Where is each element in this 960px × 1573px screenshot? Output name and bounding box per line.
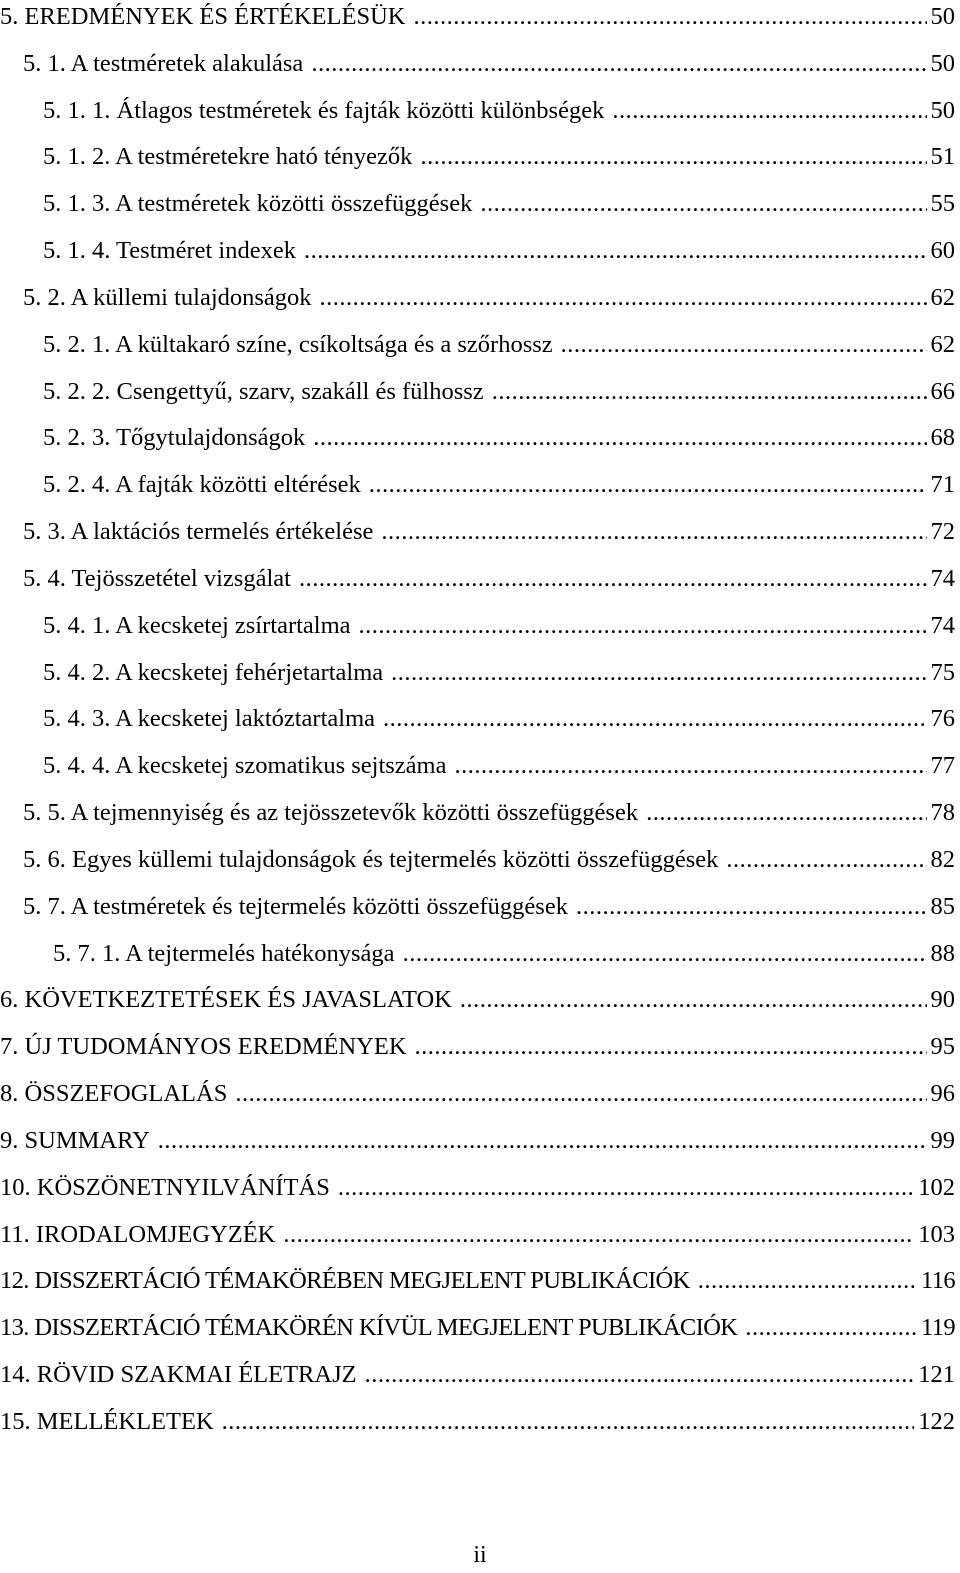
toc-entry[interactable] bbox=[23, 796, 955, 830]
toc-entry-page: 77 bbox=[930, 752, 955, 779]
toc-leader-dots bbox=[413, 0, 926, 34]
toc-entry-title: 5. 2. 1. A kültakaró színe, csíkoltsága és a szőrhossz bbox=[43, 331, 553, 358]
toc-entry-title: 5. 6. Egyes küllemi tulajdonságok és tejtermelés közötti összefüggések bbox=[23, 846, 719, 873]
toc-entry-title: 8. ÖSSZEFOGLALÁS bbox=[0, 1080, 228, 1107]
toc-entry[interactable] bbox=[43, 421, 955, 455]
toc-entry-title: 5. 2. 4. A fajták közötti eltérések bbox=[43, 471, 361, 498]
toc-entry[interactable] bbox=[43, 468, 955, 502]
toc-leader-dots bbox=[454, 749, 926, 783]
toc-leader-dots bbox=[698, 1264, 917, 1298]
toc-entry-page: 78 bbox=[930, 799, 955, 826]
toc-entry-page: 103 bbox=[918, 1221, 955, 1248]
toc-leader-dots bbox=[338, 1171, 914, 1205]
toc-entry-title: 14. RÖVID SZAKMAI ÉLETRAJZ bbox=[0, 1361, 357, 1388]
toc-entry[interactable] bbox=[43, 328, 955, 362]
toc-entry-title: 5. 1. A testméretek alakulása bbox=[23, 50, 304, 77]
toc-entry[interactable] bbox=[43, 140, 955, 174]
toc-entry-page: 119 bbox=[920, 1314, 955, 1341]
toc-leader-dots bbox=[313, 421, 926, 455]
toc-leader-dots bbox=[612, 94, 926, 128]
toc-leader-dots bbox=[222, 1405, 915, 1439]
toc-entry[interactable] bbox=[23, 843, 955, 877]
toc-leader-dots bbox=[576, 890, 927, 924]
toc-entry-page: 71 bbox=[930, 471, 955, 498]
toc-entry-page: 68 bbox=[930, 424, 955, 451]
toc-entry[interactable] bbox=[43, 656, 955, 690]
toc-leader-dots bbox=[383, 702, 926, 736]
toc-entry[interactable] bbox=[0, 0, 955, 34]
toc-entry-title: 5. 7. 1. A tejtermelés hatékonysága bbox=[53, 940, 395, 967]
toc-entry[interactable] bbox=[23, 281, 955, 315]
toc-entry-title: 5. EREDMÉNYEK ÉS ÉRTÉKELÉSÜK bbox=[0, 3, 406, 30]
toc-leader-dots bbox=[235, 1077, 926, 1111]
toc-leader-dots bbox=[304, 234, 927, 268]
toc-entry-title: 5. 4. 3. A kecsketej laktóztartalma bbox=[43, 705, 376, 732]
toc-leader-dots bbox=[369, 468, 927, 502]
toc-entry-page: 62 bbox=[930, 331, 955, 358]
toc-entry-page: 122 bbox=[918, 1408, 955, 1435]
toc-entry-title: 5. 2. A küllemi tulajdonságok bbox=[23, 284, 312, 311]
toc-entry-title: 10. KÖSZÖNETNYILVÁNÍTÁS bbox=[0, 1174, 330, 1201]
toc-entry-page: 62 bbox=[930, 284, 955, 311]
toc-entry-title: 7. ÚJ TUDOMÁNYOS EREDMÉNYEK bbox=[0, 1033, 407, 1060]
toc-entry-title: 5. 3. A laktációs termelés értékelése bbox=[23, 518, 374, 545]
toc-leader-dots bbox=[391, 656, 926, 690]
toc-leader-dots bbox=[381, 515, 926, 549]
toc-leader-dots bbox=[745, 1311, 917, 1345]
toc-entry[interactable] bbox=[43, 609, 955, 643]
toc-leader-dots bbox=[646, 796, 926, 830]
toc-entry-page: 102 bbox=[918, 1174, 955, 1201]
toc-entry-page: 76 bbox=[930, 705, 955, 732]
toc-entry-title: 5. 4. 1. A kecsketej zsírtartalma bbox=[43, 612, 351, 639]
toc-entry-page: 99 bbox=[930, 1127, 955, 1154]
toc-entry-page: 121 bbox=[918, 1361, 955, 1388]
toc-entry-title: 5. 1. 2. A testméretekre ható tényezők bbox=[43, 143, 413, 170]
toc-entry-page: 50 bbox=[930, 97, 955, 124]
toc-entry[interactable] bbox=[0, 1218, 955, 1252]
toc-entry-page: 82 bbox=[930, 846, 955, 873]
toc-entry[interactable] bbox=[43, 187, 955, 221]
toc-leader-dots bbox=[283, 1218, 914, 1252]
toc-entry[interactable] bbox=[23, 562, 955, 596]
toc-entry-title: 5. 1. 3. A testméretek közötti összefüggések bbox=[43, 190, 473, 217]
toc-leader-dots bbox=[158, 1124, 927, 1158]
toc-entry[interactable] bbox=[0, 1264, 955, 1298]
toc-entry[interactable] bbox=[23, 47, 955, 81]
toc-entry[interactable] bbox=[53, 937, 955, 971]
toc-entry-page: 85 bbox=[930, 893, 955, 920]
toc-entry[interactable] bbox=[0, 1405, 955, 1439]
toc-entry-page: 74 bbox=[930, 612, 955, 639]
toc-entry[interactable] bbox=[23, 515, 955, 549]
toc-entry-page: 60 bbox=[930, 237, 955, 264]
toc-entry-title: 6. KÖVETKEZTETÉSEK ÉS JAVASLATOK bbox=[0, 986, 452, 1013]
toc-entry-page: 66 bbox=[930, 378, 955, 405]
toc-leader-dots bbox=[480, 187, 926, 221]
toc-leader-dots bbox=[359, 609, 927, 643]
toc-leader-dots bbox=[311, 47, 926, 81]
page-number: ii bbox=[473, 1542, 487, 1568]
toc-leader-dots bbox=[420, 140, 926, 174]
toc-entry-title: 5. 4. 4. A kecsketej szomatikus sejtszáma bbox=[43, 752, 447, 779]
toc-entry-title: 9. SUMMARY bbox=[0, 1127, 150, 1154]
toc-leader-dots bbox=[365, 1358, 915, 1392]
toc-entry[interactable] bbox=[43, 94, 955, 128]
toc-entry-page: 90 bbox=[930, 986, 955, 1013]
toc-entry[interactable] bbox=[0, 983, 955, 1017]
toc-entry-title: 5. 2. 2. Csengettyű, szarv, szakáll és fülhossz bbox=[43, 378, 484, 405]
toc-entry[interactable] bbox=[0, 1311, 955, 1345]
toc-entry-title: 11. IRODALOMJEGYZÉK bbox=[0, 1221, 276, 1248]
toc-entry[interactable] bbox=[23, 890, 955, 924]
toc-leader-dots bbox=[320, 281, 927, 315]
toc-entry-page: 88 bbox=[930, 940, 955, 967]
toc-entry-page: 51 bbox=[930, 143, 955, 170]
toc-entry-page: 95 bbox=[930, 1033, 955, 1060]
toc-entry-page: 74 bbox=[930, 565, 955, 592]
toc-entry-title: 5. 1. 4. Testméret indexek bbox=[43, 237, 296, 264]
toc-entry[interactable] bbox=[0, 1124, 955, 1158]
toc-entry-page: 72 bbox=[930, 518, 955, 545]
toc-entry-title: 5. 2. 3. Tőgytulajdonságok bbox=[43, 424, 306, 451]
toc-entry-title: 13. DISSZERTÁCIÓ TÉMAKÖRÉN KÍVÜL MEGJELENT PUBLIKÁCIÓK bbox=[0, 1314, 738, 1341]
toc-entry[interactable] bbox=[0, 1077, 955, 1111]
toc-entry-page: 116 bbox=[920, 1267, 955, 1294]
toc-entry[interactable] bbox=[43, 702, 955, 736]
toc-entry-title: 5. 5. A tejmennyiség és az tejösszetevők közötti összefüggések bbox=[23, 799, 639, 826]
toc-entry-title: 5. 1. 1. Átlagos testméretek és fajták közötti különbségek bbox=[43, 97, 605, 124]
toc-leader-dots bbox=[415, 1030, 927, 1064]
toc-entry[interactable] bbox=[43, 234, 955, 268]
toc-entry[interactable] bbox=[0, 1358, 955, 1392]
toc-entry-page: 50 bbox=[930, 3, 955, 30]
toc-leader-dots bbox=[403, 937, 927, 971]
toc-entry-title: 5. 4. Tejösszetétel vizsgálat bbox=[23, 565, 291, 592]
toc-entry-page: 75 bbox=[930, 659, 955, 686]
toc-leader-dots bbox=[460, 983, 927, 1017]
toc-leader-dots bbox=[492, 375, 927, 409]
toc-entry[interactable] bbox=[43, 375, 955, 409]
toc-leader-dots bbox=[299, 562, 927, 596]
toc-entry-page: 50 bbox=[930, 50, 955, 77]
toc-entry-title: 12. DISSZERTÁCIÓ TÉMAKÖRÉBEN MEGJELENT PUBLIKÁCIÓK bbox=[0, 1267, 690, 1294]
toc-entry-title: 5. 7. A testméretek és tejtermelés közötti összefüggések bbox=[23, 893, 568, 920]
toc-entry-title: 5. 4. 2. A kecsketej fehérjetartalma bbox=[43, 659, 384, 686]
toc-leader-dots bbox=[726, 843, 926, 877]
toc-leader-dots bbox=[561, 328, 927, 362]
toc-entry-title: 15. MELLÉKLETEK bbox=[0, 1408, 214, 1435]
toc-entry-page: 55 bbox=[930, 190, 955, 217]
toc-entry[interactable] bbox=[0, 1171, 955, 1205]
toc-entry[interactable] bbox=[0, 1030, 955, 1064]
toc-entry-page: 96 bbox=[930, 1080, 955, 1107]
toc-entry[interactable] bbox=[43, 749, 955, 783]
